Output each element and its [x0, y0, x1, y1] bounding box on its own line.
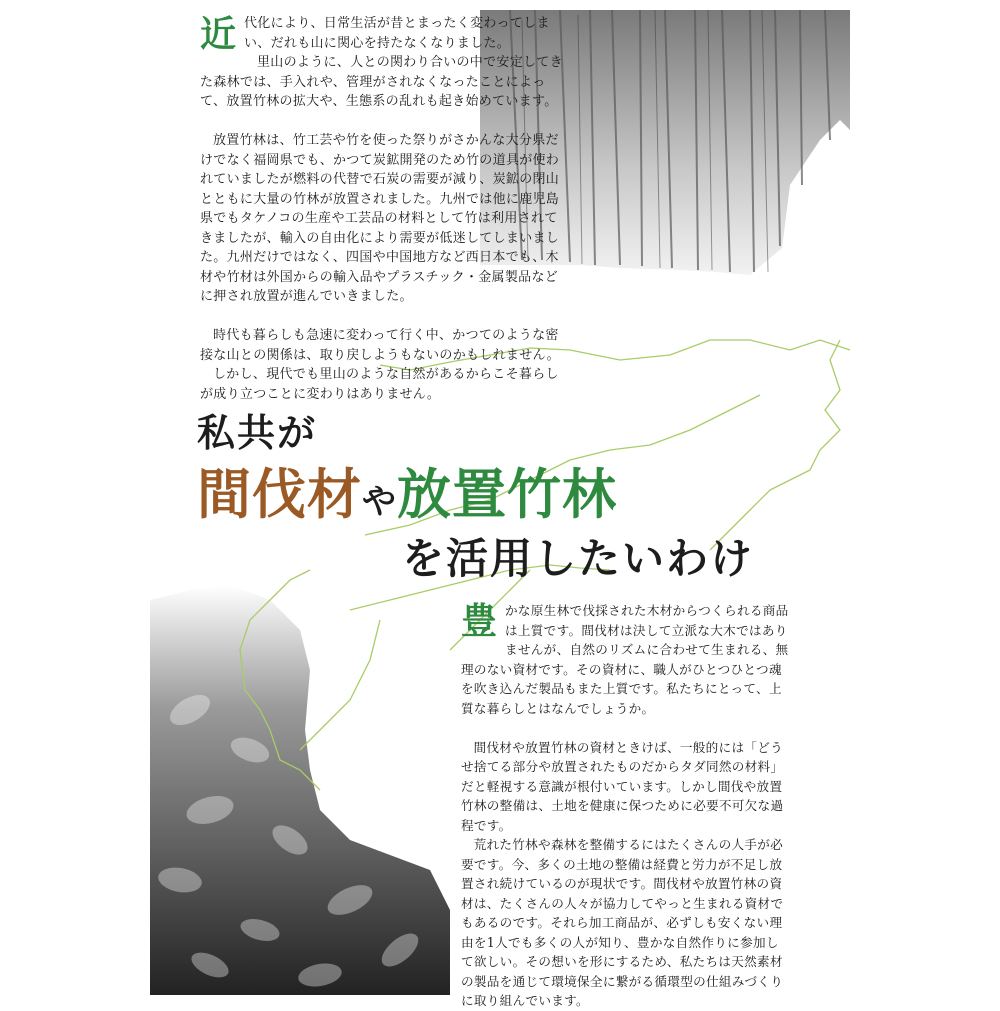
body-paragraph: 荒れた竹林や森林を整備するにはたくさんの人手が必要です。今、多くの土地の整備は経費と労力が不足し放置され続けているのが現状です。間伐材や放置竹林の資材は、たくさんの人々が協力してやっと生まれる資材でもあるのです。それら加工商品が、必ずしも安くない理由を1人でも多くの人が知り、豊かな自然作りに参加して欲しい。その想いを形にするため、私たちは天然素材の製品を通じて環境保全に繋がる循環型の仕組みづくりに取り組んでいます。 [461, 837, 784, 1008]
intro-text [200, 14, 570, 404]
body-text [461, 601, 791, 1011]
brochure-page [150, 10, 850, 1008]
headline-particle: や [362, 482, 397, 522]
dropcap-kanji: 近 [200, 13, 237, 55]
headline-abandoned-bamboo: 放置竹林 [397, 462, 617, 526]
intro-paragraph: 時代も暮らしも急速に変わって行く中、かつてのような密接な山との関係は、取り戻しようもないのかもしれません。 [200, 328, 560, 363]
headline-line-2 [197, 452, 617, 529]
headline-line-1: 私共が [197, 410, 318, 455]
dropcap-kanji: 豊 [461, 600, 498, 642]
intro-paragraph: 里山のように、人との関わり合いの中で安定してきた森林では、手入れや、管理がされなくなったことによって、放置竹林の拡大や、生態系の乱れも起き始めています。 [200, 55, 563, 109]
body-paragraph: 間伐材や放置竹林の資材ときけば、一般的には「どうせ捨てる部分や放置されたものだからタダ同然の材料」だと軽視する意識が根付いています。しかし間伐や放置竹林の整備は、土地を健康に保つために必要不可欠な過程です。 [461, 739, 784, 833]
intro-paragraph: 代化により、日常生活が昔とまったく変わってしまい、だれも山に関心を持たなくなりました。 [244, 16, 550, 51]
body-paragraph: かな原生林で伐採された木材からつくられる商品は上質です。間伐材は決して立派な大木ではありませんが、自然のリズムに合わせて生まれる、無理のない資材です。その資材に、職人がひとつひとつ魂を吹き込んだ製品もまた上質です。私たちにとって、上質な暮らしとはなんでしょうか。 [461, 603, 789, 716]
leaves-photo [150, 585, 450, 995]
intro-paragraph: しかし、現代でも里山のような自然があるからこそ暮らしが成り立つことに変わりはありません。 [200, 367, 559, 402]
intro-paragraph: 放置竹林は、竹工芸や竹を使った祭りがさかんな大分県だけでなく福岡県でも、かつて炭鉱開発のため竹の道具が使われていましたが燃料の代替で石炭の需要が減り、炭鉱の閉山とともに大量の竹林が放置されました。九州では他に鹿児島県でもタケノコの生産や工芸品の材料として竹は利用されてきましたが、輸入の自由化により需要が低迷してしまいました。九州だけではなく、四国や中国地方など西日本でも、木材や竹材は外国からの輸入品やプラスチック・金属製品などに押され放置が進んでいきました。 [200, 133, 560, 304]
headline-thinned-wood: 間伐材 [197, 462, 362, 526]
headline-line-3: を活用したいわけ [402, 534, 755, 583]
